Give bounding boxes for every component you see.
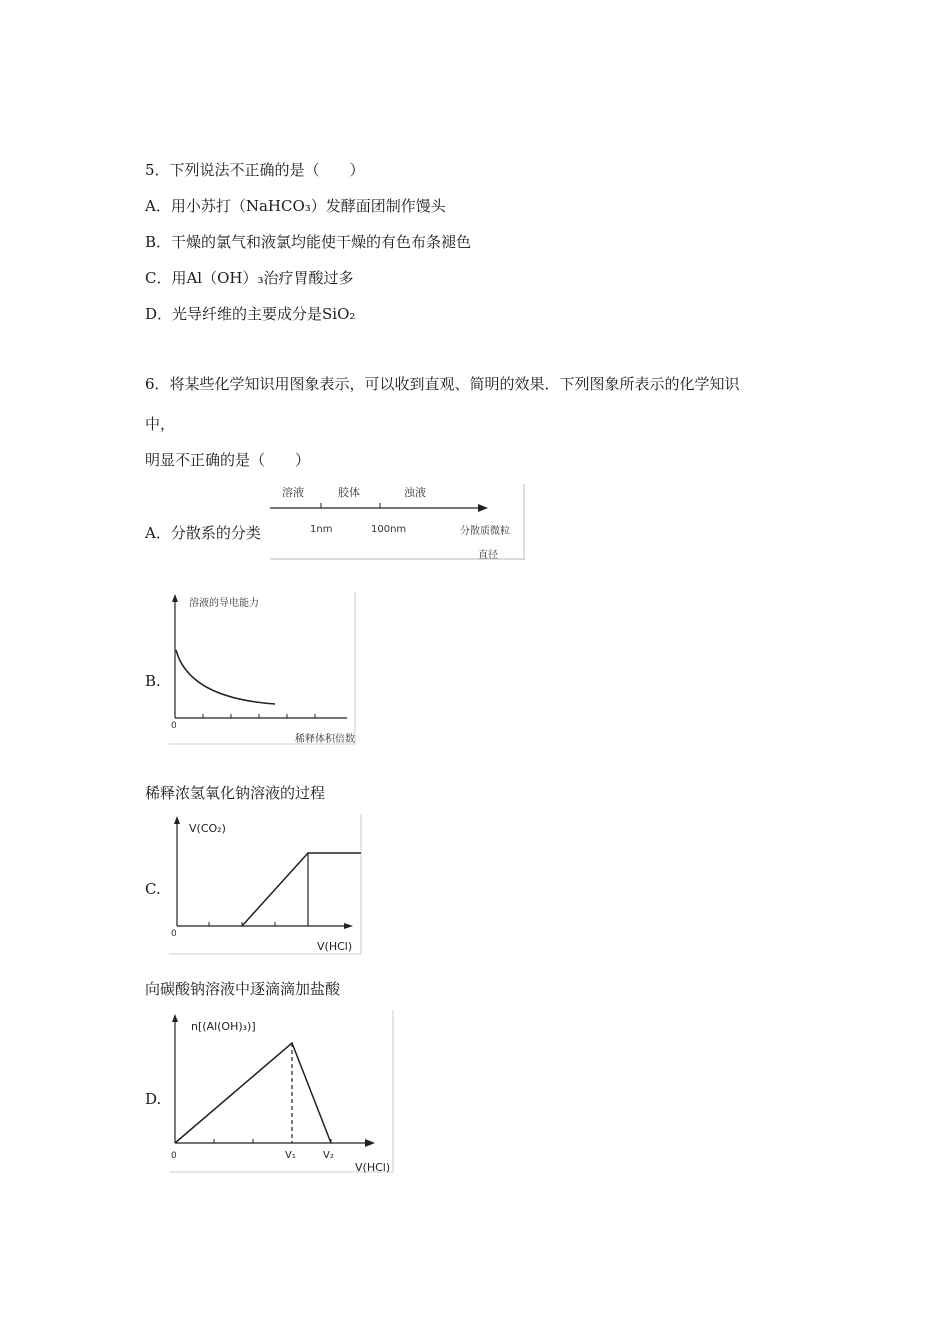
q6-option-c-label: C. xyxy=(145,880,161,898)
region-solution: 溶液 xyxy=(282,486,304,499)
origin-label: 0 xyxy=(171,721,177,731)
q6-option-d-label: D. xyxy=(145,1090,162,1108)
origin-label: 0 xyxy=(171,1151,177,1161)
q6-option-c-caption: 向碳酸钠溶液中逐滴滴加盐酸 xyxy=(145,980,341,998)
axis-label-line2: 直径 xyxy=(478,550,498,561)
q6-option-b-caption: 稀释浓氢氧化钠溶液的过程 xyxy=(145,784,326,802)
v1-label: V₁ xyxy=(285,1150,296,1161)
tick-label-1nm: 1nm xyxy=(310,524,333,535)
axis-label-line1: 分散质微粒 xyxy=(460,526,510,537)
figure-d-aluminum-hydroxide xyxy=(167,1008,397,1176)
q6-stem-line2: 中， xyxy=(145,415,176,433)
q6-option-a-label: A．分散系的分类 xyxy=(145,524,261,542)
figure-a-dispersion-classification xyxy=(268,482,526,562)
origin-label: 0 xyxy=(171,929,177,939)
q5-option-a: A．用小苏打（NaHCO₃）发酵面团制作馒头 xyxy=(145,197,446,215)
x-axis-label: V(HCl) xyxy=(355,1161,391,1174)
y-axis-label: 溶液的导电能力 xyxy=(189,598,259,609)
y-axis-label: n[(Al(OH)₃)] xyxy=(191,1020,256,1033)
tick-label-100nm: 100nm xyxy=(371,524,407,535)
q6-stem-line1: 6．将某些化学知识用图象表示，可以收到直观、简明的效果．下列图象所表示的化学知识 xyxy=(145,375,740,393)
figure-b-conductivity xyxy=(167,590,357,746)
q5-option-d: D．光导纤维的主要成分是SiO₂ xyxy=(145,305,356,323)
region-turbid: 浊液 xyxy=(404,486,426,499)
q5-stem: 5．下列说法不正确的是（ ） xyxy=(145,161,365,179)
q5-option-b: B．干燥的氯气和液氯均能使干燥的有色布条褪色 xyxy=(145,233,472,251)
x-axis-label: 稀释体积倍数 xyxy=(295,734,355,745)
q5-option-c: C．用Al（OH）₃治疗胃酸过多 xyxy=(145,269,354,287)
figure-c-co2-volume xyxy=(167,812,363,956)
v2-label: V₂ xyxy=(323,1150,334,1161)
region-colloid: 胶体 xyxy=(338,486,360,499)
q6-option-b-label: B. xyxy=(145,672,161,690)
x-axis-label: V(HCl) xyxy=(317,940,353,953)
y-axis-label: V(CO₂) xyxy=(189,822,226,835)
q6-stem-line3: 明显不正确的是（ ） xyxy=(145,451,311,469)
